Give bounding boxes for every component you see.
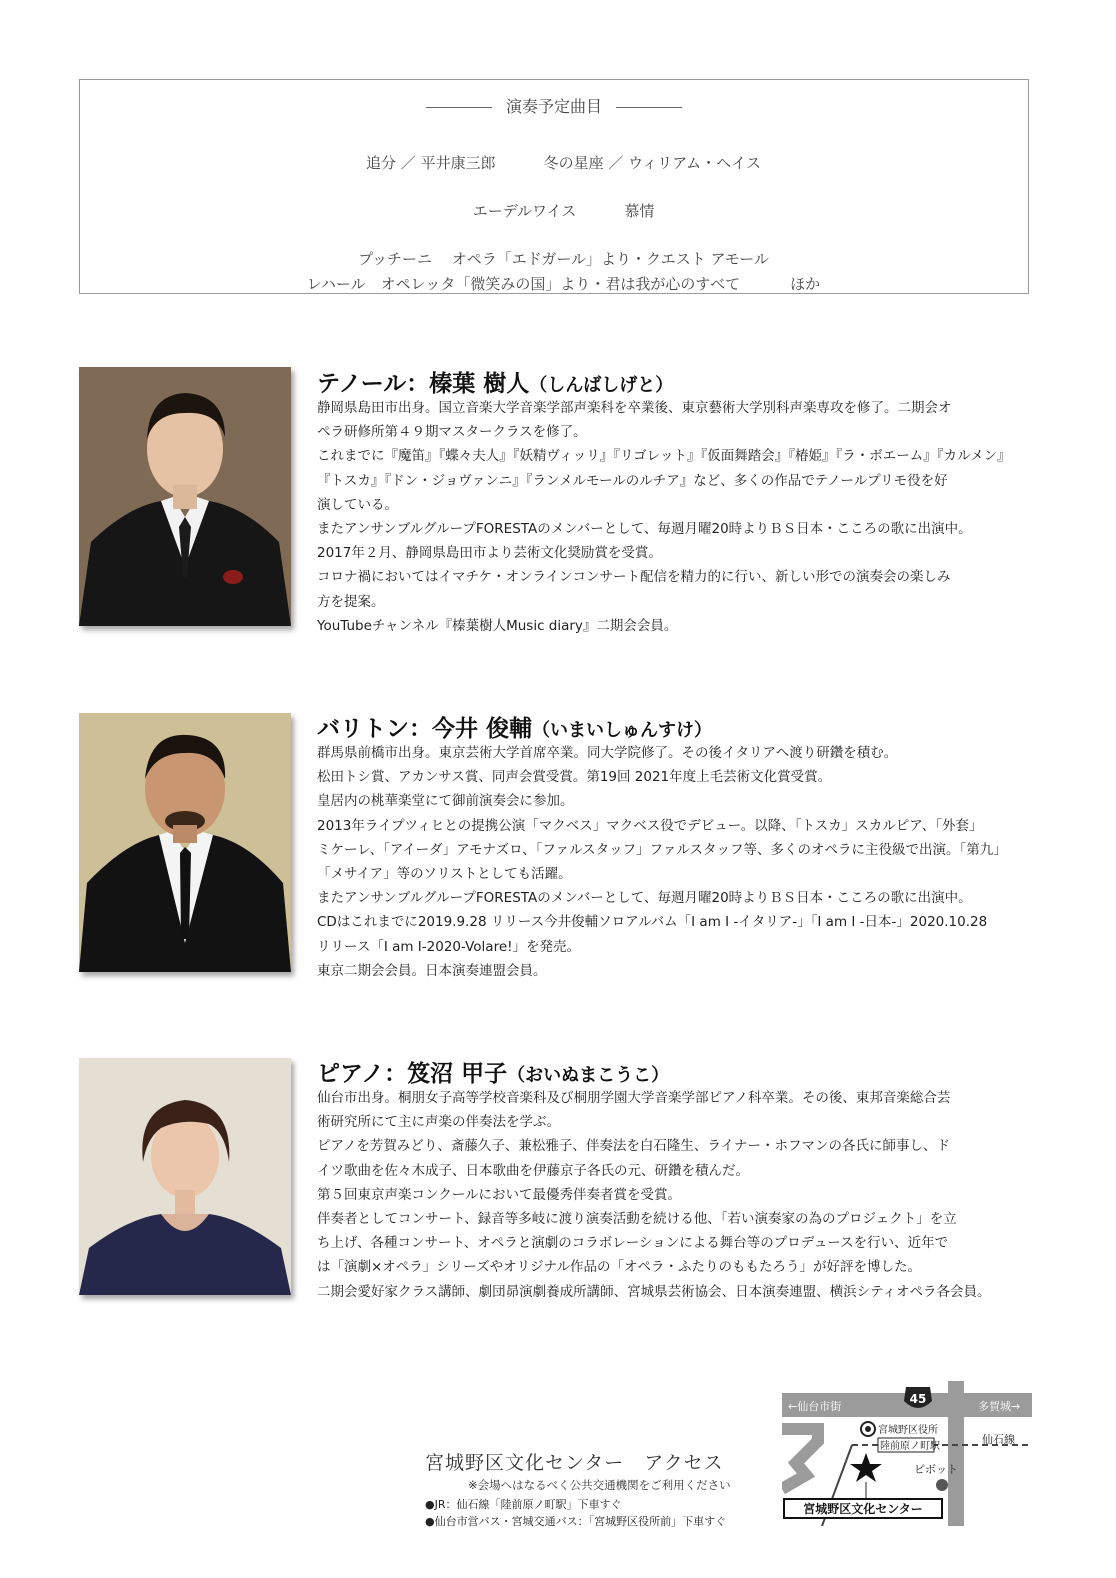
bio-line: ペラ研修所第４９期マスタークラスを修了。 <box>317 424 587 441</box>
artist-kana: （おいぬまこうこ） <box>507 1065 670 1086</box>
tenor-photo <box>79 367 291 626</box>
pivot-label: ピボット <box>914 1463 958 1476</box>
bio-line: 『トスカ』『ドン・ジョヴァンニ』『ランメルモールのルチア』など、多くの作品でテノールプリモ役を好 <box>317 472 948 489</box>
bio-line: またアンサンブルグループFORESTAのメンバーとして、毎週月曜20時よりＢＳ日本・こころの歌に出演中。 <box>317 520 972 537</box>
program-item: 慕情 <box>624 202 655 220</box>
side-road <box>948 1381 964 1526</box>
artist-name: バリトン：今井 俊輔 <box>317 716 533 742</box>
bio-line: リリース「I am I-2020-Volare!」を発売。 <box>317 938 581 955</box>
bio-line: ピアノを芳賀みどり、斎藤久子、兼松雅子、伴奏法を白石隆生、ライナー・ホフマンの各氏に師事し、ド <box>317 1138 951 1155</box>
bio-line: またアンサンブルグループFORESTAのメンバーとして、毎週月曜20時よりＢＳ日本・こころの歌に出演中。 <box>317 890 972 907</box>
baritone-bio <box>317 741 1047 983</box>
program-title: 演奏予定曲目 <box>505 97 602 116</box>
piano-bio <box>317 1086 1047 1304</box>
program-item: 追分 ／ 平井康三郎 <box>366 154 496 172</box>
bio-line: 松田トシ賞、アカンサス賞、同声会賞受賞。第19回 2021年度上毛芸術文化賞受賞。 <box>317 769 832 786</box>
bio-line: 「メサイア」等のソリストとしても活躍。 <box>317 865 572 882</box>
left-road <box>782 1429 818 1489</box>
program-item: 冬の星座 ／ ウィリアム・ヘイス <box>543 154 762 172</box>
tenor-bio <box>317 396 1047 638</box>
title-rule-left <box>426 107 492 108</box>
access-note: ※会場へはなるべく公共交通機関をご利用ください <box>468 1478 731 1492</box>
bio-line: は「演劇×オペラ」シリーズやオリジナル作品の「オペラ・ふたりのももたろう」が好評を博した。 <box>317 1259 921 1276</box>
artist-kana: （いまいしゅんすけ） <box>532 720 713 741</box>
bio-line: 第５回東京声楽コンクールにおいて最優秀伴奏者賞を受賞。 <box>317 1186 681 1203</box>
bio-line: 演している。 <box>317 496 398 513</box>
bio-line: 方を提案。 <box>317 593 385 610</box>
tenor-heading <box>317 365 673 398</box>
pivot-icon <box>936 1479 948 1491</box>
program-box <box>79 79 1029 294</box>
program-item: エーデルワイス <box>472 202 577 220</box>
bio-line: 伴奏者としてコンサート、録音等多岐に渡り演奏活動を続ける他、「若い演奏家の為のプロジェクト」を立 <box>317 1210 957 1227</box>
route-number: 45 <box>909 1392 927 1406</box>
bio-line: YouTubeチャンネル『榛葉樹人Music diary』二期会会員。 <box>317 617 678 634</box>
artist-name: ピアノ：笈沼 甲子 <box>317 1061 508 1087</box>
ward-office-dot <box>865 1426 871 1432</box>
bio-line: 仙台市出身。桐朋女子高等学校音楽科及び桐朋学園大学音楽学部ピアノ科卒業。その後、東邦音楽総合芸 <box>317 1090 951 1106</box>
bio-line: 群馬県前橋市出身。東京芸術大学首席卒業。同大学院修了。その後イタリアへ渡り研鑽を積む。 <box>317 745 898 761</box>
left-direction: ←仙台市街 <box>788 1400 842 1413</box>
program-item: レハール オペレッタ「微笑みの国」より・君は我が心のすべて <box>306 275 741 293</box>
venue-star-icon <box>850 1453 882 1482</box>
bio-line: 術研究所にて主に声楽の伴奏法を学ぶ。 <box>317 1114 561 1131</box>
title-rule-right <box>616 107 682 108</box>
rail-line-label: 仙石線 <box>982 1433 1015 1446</box>
bio-line: ち上げ、各種コンサート、オペラと演劇のコラボレーションによる舞台等のプロデュースを行い、近年で <box>317 1235 949 1252</box>
bio-line: 静岡県島田市出身。国立音楽大学音楽学部声楽科を卒業後、東京藝術大学別科声楽専攻を修了。二期会オ <box>317 400 952 416</box>
bio-line: イツ歌曲を佐々木成子、日本歌曲を伊藤京子各氏の元、研鑽を積んだ。 <box>317 1162 749 1179</box>
ward-office-label: 宮城野区役所 <box>878 1425 938 1436</box>
piano-photo <box>79 1058 291 1295</box>
station-label: 陸前原ノ町駅 <box>880 1441 940 1452</box>
program-title-row <box>80 94 1028 117</box>
bio-line: ミケーレ、「アイーダ」アモナズロ、「ファルスタッフ」ファルスタッフ等、多くのオペラに主役級で出演。「第九」 <box>317 841 1007 858</box>
venue-label: 宮城野区文化センター <box>803 1502 923 1516</box>
bio-line: 2013年ライプツィヒとの提携公演「マクベス」マクベス役でデビュー。以降、「トスカ」スカルピア、「外套」 <box>317 817 983 834</box>
access-jr: ●JR：仙石線「陸前原ノ町駅」下車すぐ <box>425 1498 622 1511</box>
bio-line: これまでに『魔笛』『蝶々夫人』『妖精ヴィッリ』『リゴレット』『仮面舞踏会』『椿姫』『ラ・ボエーム』『カルメン』 <box>317 448 1011 465</box>
bio-line: コロナ禍においてはイマチケ・オンラインコンサート配信を精力的に行い、新しい形での演奏会の楽しみ <box>317 569 951 586</box>
program-tail: ほか <box>790 275 821 293</box>
bio-line: 2017年２月、静岡県島田市より芸術文化奨励賞を受賞。 <box>317 545 662 562</box>
bio-line: 二期会愛好家クラス講師、劇団昴演劇養成所講師、宮城県芸術協会、日本演奏連盟、横浜シティオペラ各会員。 <box>317 1283 991 1300</box>
program-row-4 <box>80 255 1028 312</box>
access-map <box>782 1381 1032 1526</box>
bio-line: 皇居内の桃華楽堂にて御前演奏会に参加。 <box>317 793 574 810</box>
bio-line: CDはこれまでに2019.9.28 リリース今井俊輔ソロアルバム「I am I -イタリア-」「I am I -日本-」2020.10.28 <box>317 914 988 931</box>
bio-line: 東京二期会会員。日本演奏連盟会員。 <box>317 962 547 979</box>
artist-name: テノール：榛葉 樹人 <box>317 371 530 397</box>
right-direction: 多賀城→ <box>978 1400 1021 1413</box>
baritone-photo <box>79 713 291 972</box>
access-title: 宮城野区文化センター アクセス <box>425 1452 724 1474</box>
access-bus: ●仙台市営バス・宮城交通バス：「宮城野区役所前」下車すぐ <box>425 1515 727 1528</box>
piano-heading <box>317 1055 669 1088</box>
baritone-heading <box>317 710 712 743</box>
artist-kana: （しんばしげと） <box>529 375 674 396</box>
program-item: プッチーニ オペラ「エドガール」より・クエスト アモール <box>358 250 770 268</box>
